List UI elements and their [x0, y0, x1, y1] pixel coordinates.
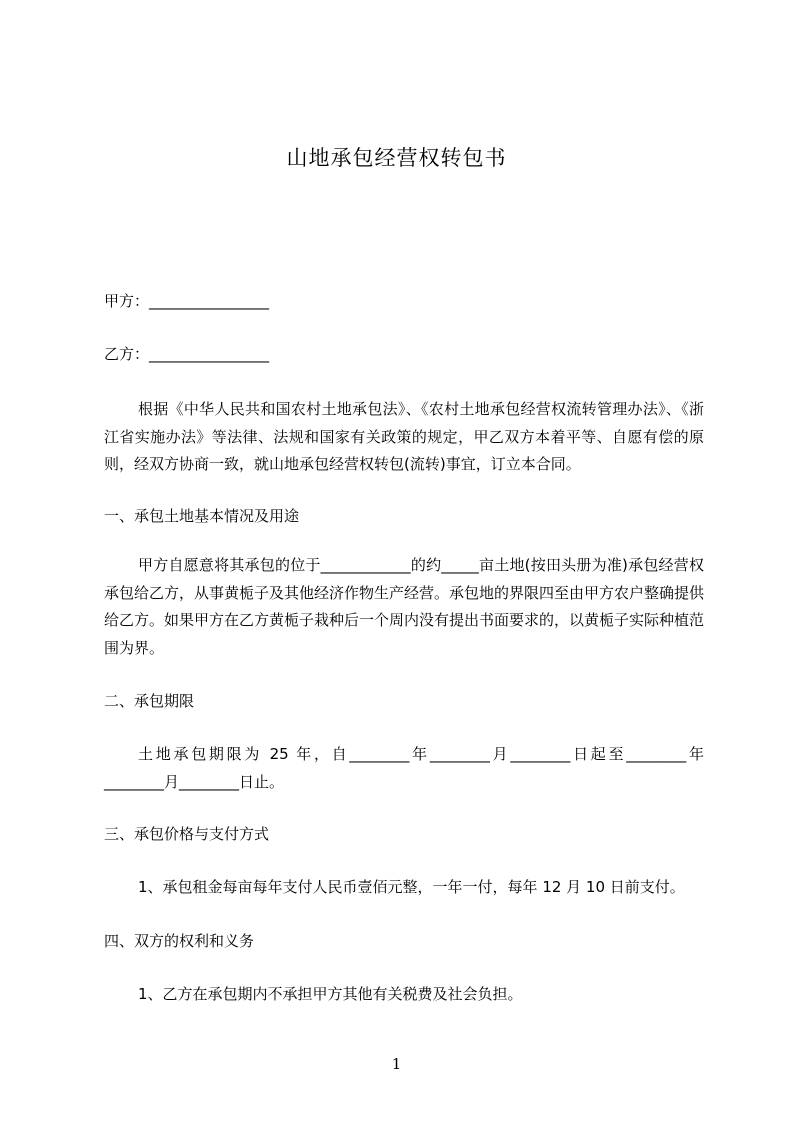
section-1-heading: 一、承包土地基本情况及用途: [104, 507, 300, 525]
section-1-body: 甲方自愿意将其承包的位于____________的约_____亩土地(按田头册为准)承包经营权承包给乙方，从事黄栀子及其他经济作物生产经营。承包地的界限四至由甲方农户整确提供给乙方。如果甲方在乙方黄栀子栽种后一个周内没有提出书面要求的，以黄栀子实际种植范围为界。: [104, 556, 705, 657]
party-b-line: 乙方：________________: [104, 345, 270, 363]
section-2-heading: 二、承包期限: [104, 692, 195, 710]
preamble-paragraph: 根据《中华人民共和国农村土地承包法》、《农村土地承包经营权流转管理办法》、《浙江省实施办法》等法律、法规和国家有关政策的规定，甲乙双方本着平等、自愿有偿的原则，经双方协商一致，就山地承包经营权转包(流转)事宜，订立本合同。: [104, 400, 704, 473]
section-4-heading: 四、双方的权利和义务: [104, 932, 255, 950]
document-title: 山地承包经营权转包书: [286, 146, 507, 170]
section-3-body: 1、承包租金每亩每年支付人民币壹佰元整，一年一付，每年 12 月 10 日前支付。: [138, 878, 685, 896]
party-a-line: 甲方：________________: [104, 292, 270, 310]
section-4-body: 1、乙方在承包期内不承担甲方其他有关税费及社会负担。: [138, 985, 523, 1003]
section-2-body: 土地承包期限为 25 年，自________年________月________日起至________年________月________日止。: [104, 745, 704, 791]
section-3-heading: 三、承包价格与支付方式: [104, 825, 270, 843]
page-number: 1: [391, 1055, 402, 1073]
